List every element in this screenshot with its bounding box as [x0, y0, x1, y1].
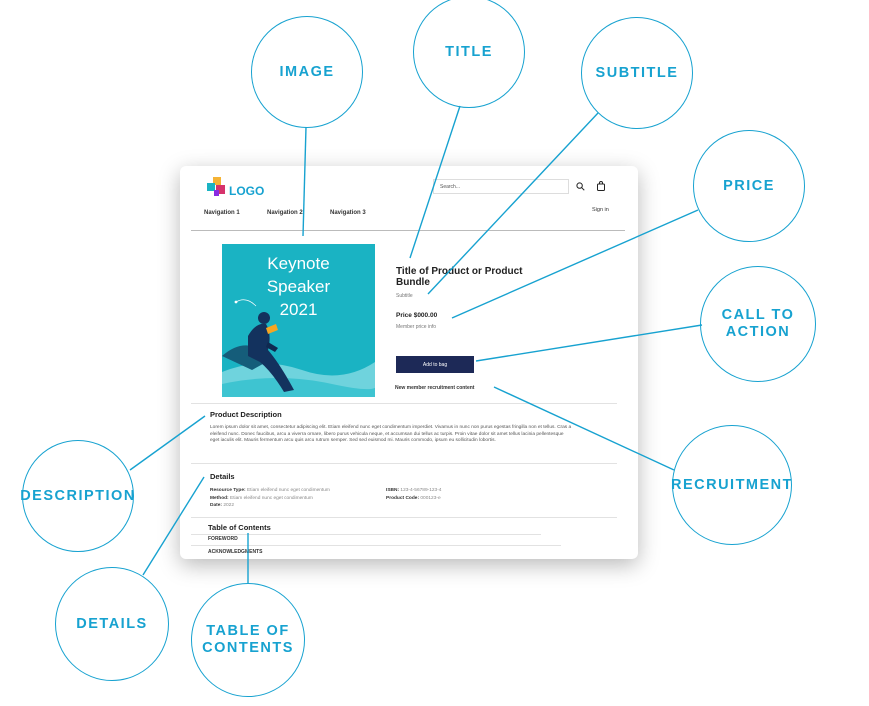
callout-details: DETAILS	[55, 567, 169, 681]
description-text: Lorem ipsum dolor sit amet, consectetur adipiscing elit. Etiam eleifend nunc eget condimentum imperdiet. Vivamus in nunc non purus egestas fringilla non et tellus. Cras a eleifend nunc. Donec faucibus, arcu a viverra ornare, libero purus vehicula neque, et accumsan dui tellus ac turpis. Proin vitae dolor sit amet tellus lacinia pellentesque eget iaculis elit. Mauris fermentum arcu quis arcu rutrum semper. Sed sed euismod mi. Mauris commodo, ipsum eu sollicitudin lobortis.	[210, 425, 572, 443]
shopping-bag-icon[interactable]	[596, 181, 606, 191]
product-title: Title of Product or Product Bundle	[396, 266, 523, 288]
description-divider	[191, 403, 617, 404]
callout-call-to-action: CALL TO ACTION	[700, 266, 816, 382]
toc-rule-2	[191, 545, 561, 546]
description-heading: Product Description	[210, 410, 282, 419]
toc-item-foreword[interactable]: FOREWORD	[208, 536, 238, 542]
product-subtitle: Subtitle	[396, 293, 413, 299]
add-to-bag-button[interactable]: Add to bag	[396, 356, 474, 373]
toc-divider	[191, 517, 617, 518]
detail-product-code: Product Code: 000123-e	[386, 495, 441, 501]
nav-item-3[interactable]: Navigation 3	[330, 210, 366, 216]
callout-price: PRICE	[693, 130, 805, 242]
callout-description: DESCRIPTION	[22, 440, 134, 552]
callout-recruitment: RECRUITMENT	[672, 425, 792, 545]
details-divider	[191, 463, 617, 464]
member-price-info: Member price info	[396, 324, 437, 330]
product-image[interactable]	[222, 244, 375, 397]
logo-text[interactable]: LOGO	[229, 184, 265, 198]
nav-item-2[interactable]: Navigation 2	[267, 210, 303, 216]
details-heading: Details	[210, 472, 235, 481]
recruitment-content[interactable]: New member recruitment content	[395, 385, 475, 391]
detail-isbn: ISBN: 123-4-56789-123-4	[386, 488, 442, 493]
callout-table-of-contents: TABLE OF CONTENTS	[191, 583, 305, 697]
callout-subtitle: SUBTITLE	[581, 17, 693, 129]
product-price: Price $000.00	[396, 312, 438, 319]
detail-method: Method: Etiam eleifend nunc eget condimentum	[210, 495, 313, 501]
logo-mark-icon	[207, 177, 227, 197]
product-page-mockup	[180, 166, 638, 559]
sign-in-link[interactable]: Sign in	[592, 207, 609, 213]
toc-item-acknowledgments[interactable]: ACKNOWLEDGMENTS	[208, 549, 263, 555]
details-right-column	[386, 487, 441, 502]
callout-image: IMAGE	[251, 16, 363, 128]
detail-date: Date: 2022	[210, 503, 235, 508]
details-left-column	[210, 487, 330, 510]
header-divider	[191, 230, 625, 231]
toc-heading: Table of Contents	[208, 523, 271, 532]
detail-resource-type: Resource Type: Etiam eleifend nunc eget condimentum	[210, 488, 330, 493]
search-input[interactable]: Search...	[433, 179, 569, 194]
nav-item-1[interactable]: Navigation 1	[204, 210, 240, 216]
search-icon[interactable]	[576, 182, 585, 191]
toc-rule-1	[191, 534, 541, 535]
speaker-illustration	[222, 244, 375, 397]
callout-title: TITLE	[413, 0, 525, 108]
cover-text: Keynote Speaker 2021	[266, 254, 331, 319]
